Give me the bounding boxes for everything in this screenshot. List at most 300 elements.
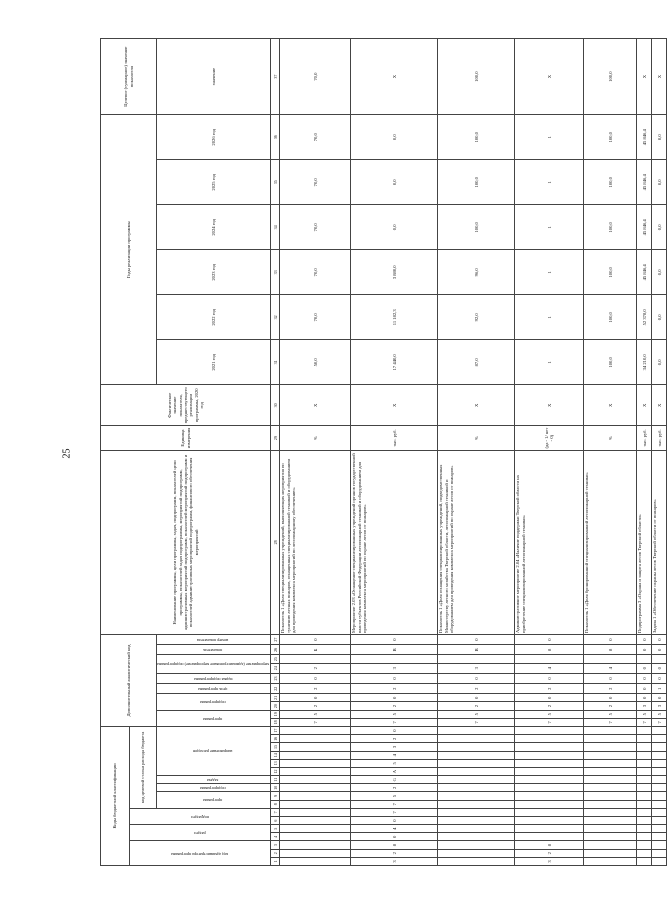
- ext-code-cell: 0: [584, 694, 637, 702]
- column-number: 27: [271, 635, 280, 645]
- code-cell: [515, 825, 584, 833]
- column-number: 31: [271, 340, 280, 385]
- row-name: Показатель 1 «Доля специализированных учреждений, выполняющих мероприятия по тушению лесных пожаров, оснащенных специализированной техникой и оборудованием для проведения комплекса мероприятий по лесопожарному обеспечению»: [280, 450, 351, 634]
- year-2021-header: 2021 год: [157, 340, 271, 385]
- column-number: 21: [271, 694, 280, 702]
- code-cell: [637, 800, 652, 808]
- column-number-row: [271, 39, 280, 866]
- code-cell: 0: [351, 833, 438, 841]
- ext-code-cell: 7: [515, 718, 584, 726]
- page-number: 25: [61, 448, 73, 459]
- podrazdel-header: подраздел: [130, 808, 271, 824]
- row-target: Х: [351, 39, 438, 115]
- year-value: 100,0: [438, 115, 515, 160]
- code-cell: [515, 800, 584, 808]
- code-cell: [652, 726, 667, 734]
- code-cell: [637, 784, 652, 792]
- column-number: 5: [271, 825, 280, 833]
- code-cell: [438, 735, 515, 743]
- ext-code-cell: [280, 655, 351, 663]
- names-header: Наименование программы, цели программы, задач, подпрограмм, показателей цели программы, показателей задач подпрограммы, мероприятий подпрограмм, административных мероприятий подпрограмм, показателей мероприятий подпрограмм и показателей административных мероприятий подпрограмм, финансового обеспечения мероприятий: [101, 450, 271, 634]
- ext-code-cell: 5: [438, 710, 515, 718]
- year-value: 50,0: [280, 340, 351, 385]
- code-cell: 0: [351, 726, 438, 734]
- ext-code-cell: 2: [584, 684, 637, 694]
- code-cell: [515, 816, 584, 824]
- ext-code-cell: 0: [515, 635, 584, 645]
- column-number: 32: [271, 295, 280, 340]
- ext-code-cell: 0: [438, 673, 515, 683]
- year-value: 0,0: [652, 115, 667, 160]
- years-header: Годы реализации программы: [101, 115, 157, 385]
- rotated-sheet: [100, 38, 662, 866]
- row-fact: Х: [280, 385, 351, 426]
- code-cell: [280, 808, 351, 816]
- code-cell: [280, 849, 351, 857]
- code-cell: [584, 816, 637, 824]
- napravlenie-header: направление расходов: [157, 726, 271, 775]
- ext-code-cell: 2: [438, 702, 515, 710]
- code-cell: [438, 776, 515, 784]
- code-cell: [637, 825, 652, 833]
- ext-code-cell: 0: [652, 663, 667, 673]
- column-number: 35: [271, 160, 280, 205]
- ext-code-cell: 7: [438, 718, 515, 726]
- column-number: 30: [271, 385, 280, 426]
- ext-code-cell: 0: [438, 694, 515, 702]
- ext-code-cell: 7: [280, 718, 351, 726]
- ext-code-cell: [438, 655, 515, 663]
- year-value: 0,0: [652, 250, 667, 295]
- ext-col-zadacha: задача подпрограммы: [157, 673, 271, 683]
- code-cell: [652, 849, 667, 857]
- ext-code-cell: 0: [637, 673, 652, 683]
- code-cell: [515, 833, 584, 841]
- year-value: 1: [515, 340, 584, 385]
- year-value: 0,0: [652, 295, 667, 340]
- ext-code-cell: 5: [637, 710, 652, 718]
- code-cell: [280, 759, 351, 767]
- ext-col-podprogramma: подпрограмма: [157, 694, 271, 710]
- code-cell: [515, 751, 584, 759]
- code-cell: [438, 751, 515, 759]
- code-cell: [280, 825, 351, 833]
- ext-code-cell: 0: [637, 645, 652, 655]
- code-cell: [280, 767, 351, 775]
- code-cell: 4: [351, 825, 438, 833]
- column-number: 10: [271, 784, 280, 792]
- code-cell: [652, 841, 667, 849]
- ext-code-cell: 0: [515, 673, 584, 683]
- year-value: 70,0: [280, 115, 351, 160]
- ext-code-cell: Б: [280, 645, 351, 655]
- year-value: 100,0: [584, 250, 637, 295]
- code-cell: 7: [351, 808, 438, 816]
- row-name: Административное мероприятие 2.04 «Наличие поддержки Тверской области на приобретение специализированной лесопожарной техники»: [515, 450, 584, 634]
- code-cell: [637, 726, 652, 734]
- ext-code-cell: 3: [652, 702, 667, 710]
- fact-header: Фактическое значение показателя, предшествующего реализации программы, 2020 год: [101, 385, 271, 426]
- ext-code-cell: 5: [351, 710, 438, 718]
- code-cell: [438, 825, 515, 833]
- ext-col-pokazatel: показатель: [157, 645, 271, 655]
- code-cell: 3: [351, 857, 438, 865]
- column-number: 15: [271, 743, 280, 751]
- code-cell: [652, 784, 667, 792]
- year-value: 100,0: [584, 205, 637, 250]
- razdel-header: раздел: [130, 825, 271, 841]
- code-cell: [515, 735, 584, 743]
- code-cell: [652, 735, 667, 743]
- ext-code-cell: 4: [584, 663, 637, 673]
- ext-col-nomer: номер показателя: [157, 635, 271, 645]
- code-cell: 2: [515, 849, 584, 857]
- ext-col-cel: цель программы: [157, 684, 271, 694]
- year-value: 100,0: [584, 160, 637, 205]
- column-number: 6: [271, 816, 280, 824]
- code-cell: [652, 825, 667, 833]
- column-number: 29: [271, 426, 280, 451]
- code-cell: 8: [351, 841, 438, 849]
- code-cell: [438, 800, 515, 808]
- row-fact: Х: [584, 385, 637, 426]
- code-cell: [652, 751, 667, 759]
- table-body: [101, 39, 667, 866]
- column-number: 22: [271, 684, 280, 694]
- row-fact: Х: [438, 385, 515, 426]
- column-number: 3: [271, 841, 280, 849]
- year-value: 0,0: [351, 160, 438, 205]
- code-cell: [637, 841, 652, 849]
- code-cell: [280, 751, 351, 759]
- year-value: 70,0: [280, 250, 351, 295]
- code-cell: [652, 743, 667, 751]
- ext-code-cell: 0: [280, 635, 351, 645]
- code-cell: [652, 833, 667, 841]
- row-target: Х: [652, 39, 667, 115]
- ext-code-cell: 3: [351, 663, 438, 673]
- year-value: 1: [515, 115, 584, 160]
- year-value: 45 846,4: [637, 115, 652, 160]
- row-fact: Х: [652, 385, 667, 426]
- target-header: Целевое (суммарное) значение показателя: [101, 39, 157, 115]
- code-cell: [584, 735, 637, 743]
- column-number: 12: [271, 767, 280, 775]
- row-unit: тыс. руб.: [652, 426, 667, 451]
- year-value: 1: [515, 250, 584, 295]
- ext-code-cell: 0: [637, 635, 652, 645]
- column-number: 2: [271, 849, 280, 857]
- code-cell: 7: [351, 800, 438, 808]
- column-number: 37: [271, 39, 280, 115]
- code-cell: [280, 816, 351, 824]
- ext-code-cell: 5: [652, 710, 667, 718]
- code-cell: [438, 808, 515, 816]
- ext-code-cell: [515, 655, 584, 663]
- year-value: 45 846,4: [637, 160, 652, 205]
- target-code-header: код целевой статьи расхода бюджета: [130, 726, 157, 808]
- ext-code-cell: 0: [652, 694, 667, 702]
- row-name: Показатель 1 «Доля бронированной специализированной лесопожарной техники»: [584, 450, 637, 634]
- code-cell: [637, 792, 652, 800]
- year-value: 92,0: [438, 295, 515, 340]
- code-cell: [584, 857, 637, 865]
- column-number: 19: [271, 710, 280, 718]
- row-target: 100,0: [584, 39, 637, 115]
- table-row: [351, 39, 438, 866]
- code-cell: A: [351, 767, 438, 775]
- ext-code-cell: [637, 655, 652, 663]
- code-cell: [438, 743, 515, 751]
- code-cell: [515, 726, 584, 734]
- ext-code-cell: В: [351, 645, 438, 655]
- header-row-1: [101, 39, 130, 866]
- code-cell: [637, 776, 652, 784]
- code-cell: [637, 857, 652, 865]
- code-cell: [584, 849, 637, 857]
- ext-code-cell: 2: [280, 702, 351, 710]
- code-cell: [637, 759, 652, 767]
- ext-code-cell: 0: [652, 635, 667, 645]
- row-unit: %: [280, 426, 351, 451]
- code-cell: 2: [351, 735, 438, 743]
- ext-code-cell: [351, 655, 438, 663]
- year-value: 17 440,0: [351, 340, 438, 385]
- code-cell: [584, 841, 637, 849]
- code-cell: [438, 849, 515, 857]
- programma-header: программа: [157, 792, 271, 808]
- code-cell: [438, 841, 515, 849]
- code-cell: 5: [351, 759, 438, 767]
- column-number: 23: [271, 673, 280, 683]
- code-cell: [584, 767, 637, 775]
- code-cell: [280, 776, 351, 784]
- ext-code-cell: 0: [652, 673, 667, 683]
- ext-code-cell: 8: [515, 645, 584, 655]
- code-cell: [652, 792, 667, 800]
- year-value: 70,0: [280, 205, 351, 250]
- year-value: 100,0: [584, 340, 637, 385]
- code-cell: [438, 857, 515, 865]
- code-cell: [584, 800, 637, 808]
- code-cell: [515, 792, 584, 800]
- column-number: 34: [271, 205, 280, 250]
- column-number: 4: [271, 833, 280, 841]
- column-number: 18: [271, 718, 280, 726]
- ext-code-cell: 7: [637, 718, 652, 726]
- year-value: 96,0: [438, 250, 515, 295]
- year-2026-header: 2026 год: [157, 115, 271, 160]
- table-row: [652, 39, 667, 866]
- code-cell: [438, 759, 515, 767]
- code-cell: [438, 816, 515, 824]
- ext-code-cell: 7: [584, 718, 637, 726]
- code-cell: [584, 759, 637, 767]
- code-cell: 8: [515, 841, 584, 849]
- ext-code-cell: 0: [652, 645, 667, 655]
- column-number: 8: [271, 800, 280, 808]
- year-value: 70,0: [280, 160, 351, 205]
- code-cell: 0: [351, 816, 438, 824]
- podprogramma-header: подпрограмма: [157, 784, 271, 792]
- column-number: 24: [271, 663, 280, 673]
- code-cell: [637, 743, 652, 751]
- ext-code-cell: 0: [584, 673, 637, 683]
- code-cell: [515, 808, 584, 816]
- year-2025-header: 2025 год: [157, 160, 271, 205]
- ext-code-cell: 3: [438, 663, 515, 673]
- year-value: 100,0: [438, 205, 515, 250]
- code-cell: [652, 800, 667, 808]
- ext-code-cell: 2: [351, 702, 438, 710]
- ext-code-cell: В: [438, 645, 515, 655]
- ext-code-cell: 2: [438, 684, 515, 694]
- ext-code-cell: 3: [637, 702, 652, 710]
- ext-code-cell: [652, 655, 667, 663]
- ext-code-cell: 7: [351, 718, 438, 726]
- code-cell: [515, 759, 584, 767]
- ext-code-cell: 2: [280, 663, 351, 673]
- row-unit: тыс. руб.: [351, 426, 438, 451]
- code-cell: [438, 767, 515, 775]
- code-cell: [584, 743, 637, 751]
- year-value: 45 846,4: [637, 250, 652, 295]
- year-value: 11 182,3: [351, 295, 438, 340]
- table-row: [438, 39, 515, 866]
- year-value: 100,0: [584, 295, 637, 340]
- code-cell: [515, 784, 584, 792]
- unit-header: Единица измерения: [101, 426, 271, 451]
- row-target: Х: [515, 39, 584, 115]
- year-value: 100,0: [438, 160, 515, 205]
- ext-code-cell: 2: [515, 702, 584, 710]
- code-cell: [584, 833, 637, 841]
- ext-code-cell: 0: [280, 673, 351, 683]
- row-unit: (да - 1/ нет - 0): [515, 426, 584, 451]
- ext-code-cell: 0: [438, 635, 515, 645]
- column-number: 25: [271, 655, 280, 663]
- column-number: 16: [271, 735, 280, 743]
- code-cell: [584, 751, 637, 759]
- row-target: 100,0: [438, 39, 515, 115]
- code-cell: [584, 784, 637, 792]
- year-value: 0,0: [652, 205, 667, 250]
- admin-code-header: код администратора программы: [130, 841, 271, 866]
- code-cell: [652, 816, 667, 824]
- column-number: 20: [271, 702, 280, 710]
- code-cell: 3: [351, 743, 438, 751]
- code-cell: [637, 816, 652, 824]
- year-value: 0,0: [351, 205, 438, 250]
- code-cell: [438, 792, 515, 800]
- row-name: Задача 1 «Обеспечение охраны лесов Тверской области от пожаров»: [652, 450, 667, 634]
- row-fact: Х: [515, 385, 584, 426]
- year-value: 45 846,4: [637, 205, 652, 250]
- code-cell: [280, 726, 351, 734]
- code-cell: [637, 751, 652, 759]
- code-cell: [280, 800, 351, 808]
- ext-code-cell: 0: [584, 635, 637, 645]
- ext-code-cell: 2: [351, 684, 438, 694]
- year-value: 70,0: [280, 295, 351, 340]
- column-number: 26: [271, 645, 280, 655]
- zadacha-header: задача: [157, 776, 271, 784]
- column-number: 7: [271, 808, 280, 816]
- year-value: 52 378,0: [637, 295, 652, 340]
- code-cell: [438, 784, 515, 792]
- code-cell: [515, 776, 584, 784]
- column-number: 33: [271, 250, 280, 295]
- year-2024-header: 2024 год: [157, 205, 271, 250]
- code-cell: [652, 767, 667, 775]
- year-value: 0,0: [652, 160, 667, 205]
- table-row: [515, 39, 584, 866]
- row-target: 70,0: [280, 39, 351, 115]
- code-cell: [584, 776, 637, 784]
- ext-code-cell: 2: [584, 702, 637, 710]
- ext-col-meropriyatie: мероприятие (административное мероприятие) подпрограммы: [157, 655, 271, 673]
- ext-code-cell: 5: [280, 710, 351, 718]
- table-row: [637, 39, 652, 866]
- row-unit: тыс. руб.: [637, 426, 652, 451]
- code-cell: [637, 767, 652, 775]
- code-cell: [584, 808, 637, 816]
- code-cell: [515, 767, 584, 775]
- row-name: Подпрограмма 3 «Охрана и защита лесов Тверской области»: [637, 450, 652, 634]
- code-cell: [584, 825, 637, 833]
- year-value: 3 880,0: [351, 250, 438, 295]
- column-number: 14: [271, 751, 280, 759]
- column-number: 11: [271, 776, 280, 784]
- code-cell: [637, 849, 652, 857]
- code-cell: [280, 857, 351, 865]
- ext-code-cell: 0: [351, 673, 438, 683]
- year-value: 1: [515, 160, 584, 205]
- table-row: [280, 39, 351, 866]
- row-target: Х: [637, 39, 652, 115]
- year-2022-header: 2022 год: [157, 295, 271, 340]
- ext-code-cell: 2: [515, 684, 584, 694]
- column-number: 1: [271, 857, 280, 865]
- column-number: 28: [271, 450, 280, 634]
- year-value: 34 210,0: [637, 340, 652, 385]
- year-value: 1: [515, 205, 584, 250]
- code-cell: [280, 841, 351, 849]
- ext-code-cell: 0: [351, 694, 438, 702]
- code-cell: [280, 743, 351, 751]
- row-fact: Х: [637, 385, 652, 426]
- code-cell: [652, 759, 667, 767]
- code-cell: [584, 726, 637, 734]
- code-cell: [637, 735, 652, 743]
- row-fact: Х: [351, 385, 438, 426]
- row-unit: %: [584, 426, 637, 451]
- program-table: [100, 38, 667, 866]
- row-name: Показатель 1 «Доля оснащения специализированных учреждений, подведомственных Министерству лесного хозяйства Тверской области, лесопожарной техникой и оборудованием для проведения комплекса мероприятий по охране лесов от пожаров»: [438, 450, 515, 634]
- code-cell: [280, 784, 351, 792]
- ext-code-cell: 0: [351, 635, 438, 645]
- row-unit: %: [438, 426, 515, 451]
- ext-code-cell: 0: [637, 694, 652, 702]
- code-cell: [515, 743, 584, 751]
- column-number: 9: [271, 792, 280, 800]
- code-cell: G: [351, 776, 438, 784]
- value-header: значение: [157, 39, 271, 115]
- code-cell: 3: [515, 857, 584, 865]
- code-cell: 4: [351, 751, 438, 759]
- column-number: 36: [271, 115, 280, 160]
- code-cell: [280, 735, 351, 743]
